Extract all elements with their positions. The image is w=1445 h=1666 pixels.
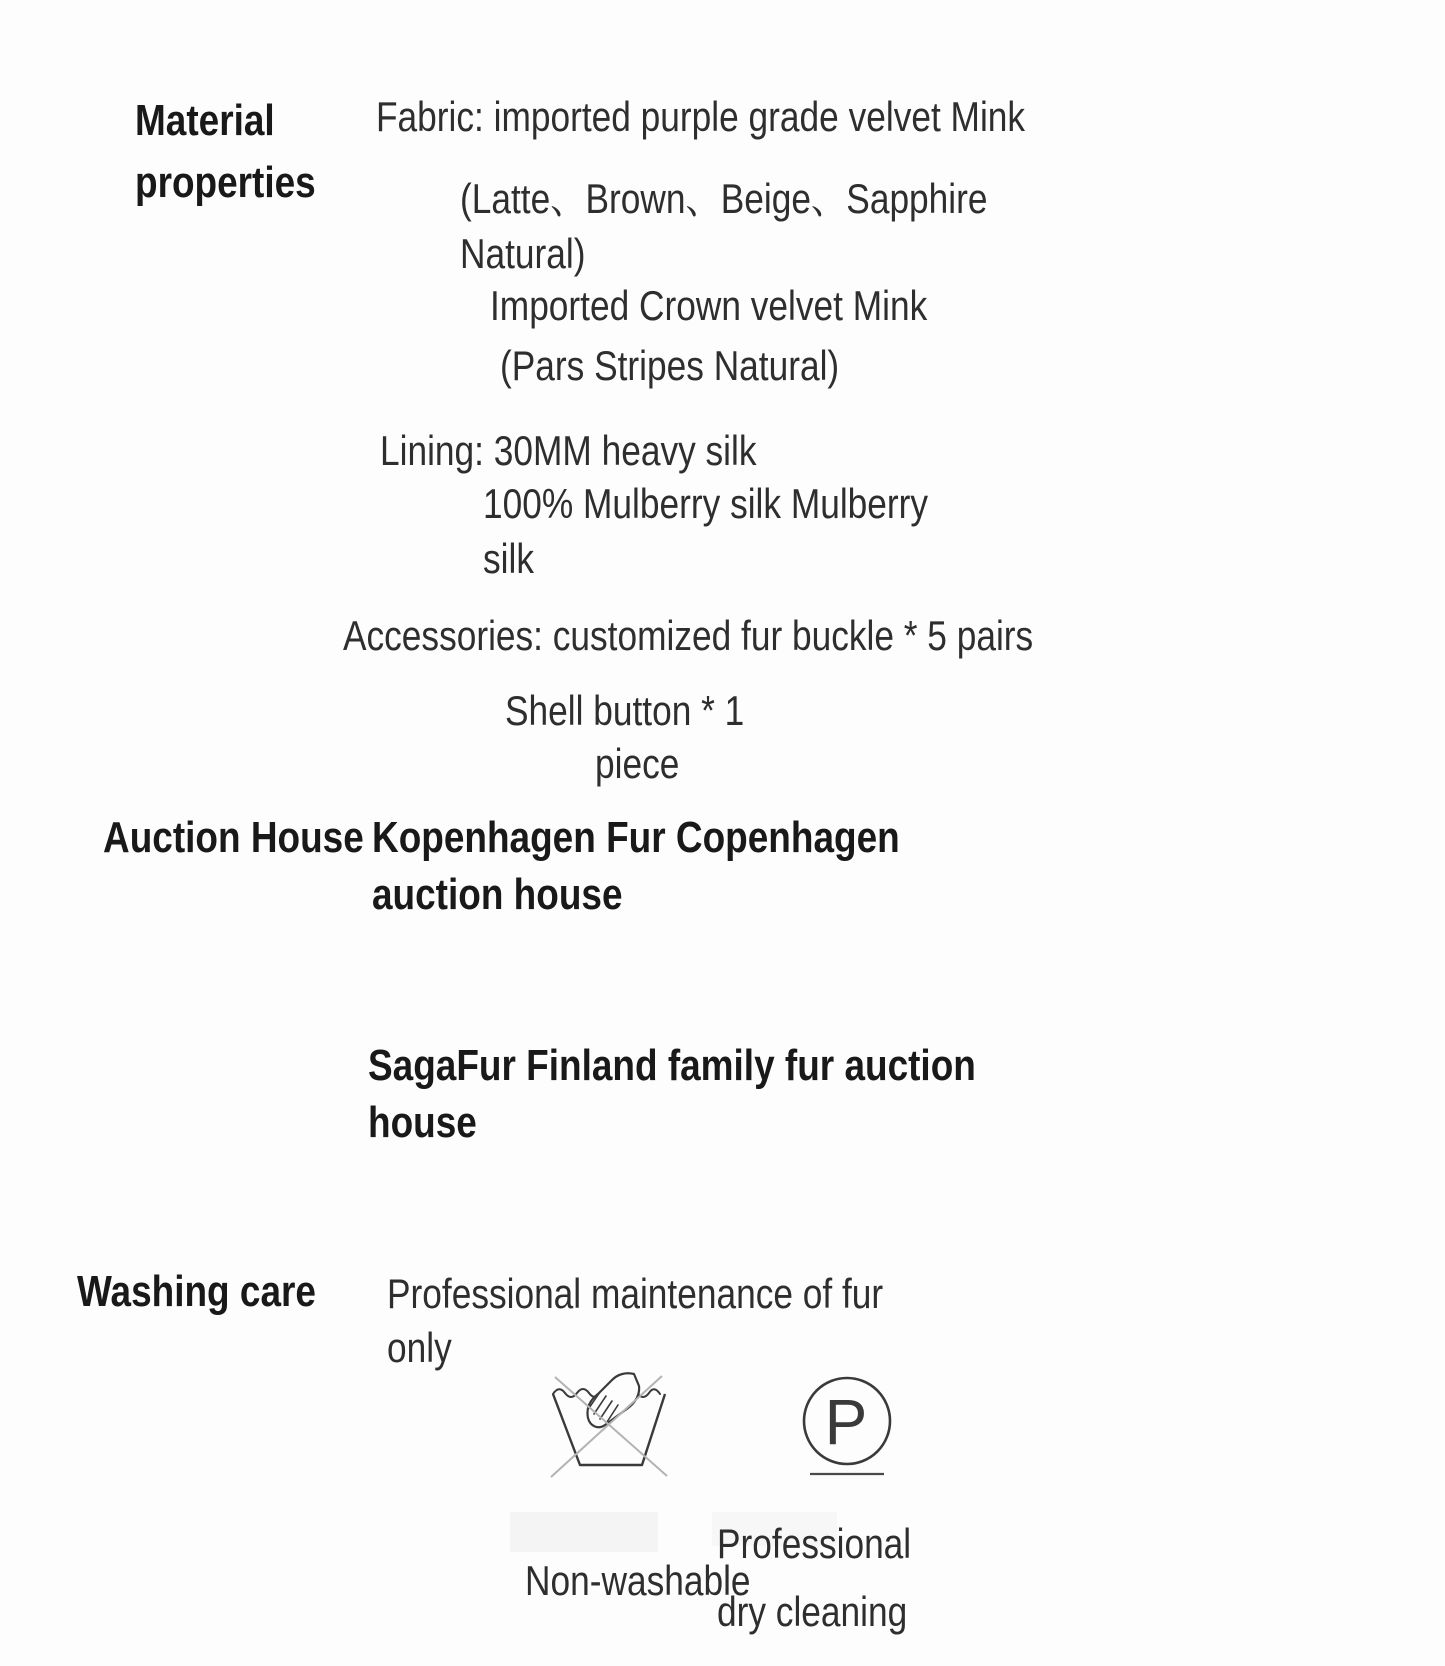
auction-house-name: Kopenhagen Fur Copenhagen auction house bbox=[372, 813, 900, 919]
lining-line: 100% Mulberry silk Mulberry bbox=[483, 480, 929, 527]
washing-care-label: Washing care bbox=[77, 1267, 316, 1316]
care-symbol-caption: Non-washable bbox=[525, 1557, 751, 1604]
material-properties-label: Material properties bbox=[135, 96, 316, 207]
lining-line: Lining: 30MM heavy silk bbox=[380, 427, 757, 474]
artifact-highlight bbox=[510, 1512, 658, 1552]
fabric-line: Fabric: imported purple grade velvet Mink bbox=[376, 93, 1026, 140]
fabric-colors-line: (Pars Stripes Natural) bbox=[500, 342, 840, 389]
accessories-line: piece bbox=[595, 740, 680, 787]
no-hand-wash-icon bbox=[548, 1372, 670, 1478]
care-symbol-caption: dry cleaning bbox=[717, 1588, 908, 1635]
fabric-line: Imported Crown velvet Mink bbox=[490, 282, 928, 329]
professional-dry-cleaning-icon bbox=[797, 1366, 897, 1480]
dry-clean-letter: P bbox=[824, 1386, 868, 1458]
accessories-line: Shell button * 1 bbox=[505, 687, 745, 734]
accessories-line: Accessories: customized fur buckle * 5 pairs bbox=[343, 612, 1034, 659]
fabric-colors-line: Natural) bbox=[460, 230, 586, 277]
lining-line: silk bbox=[483, 535, 534, 582]
auction-house-name: SagaFur Finland family fur auction house bbox=[368, 1041, 976, 1147]
washing-care-note: Professional maintenance of fur only bbox=[387, 1270, 884, 1371]
care-symbol-caption: Professional bbox=[717, 1520, 912, 1567]
fabric-colors-line: (Latte、Brown、Beige、Sapphire bbox=[460, 175, 988, 222]
auction-house-label: Auction House bbox=[103, 813, 364, 862]
